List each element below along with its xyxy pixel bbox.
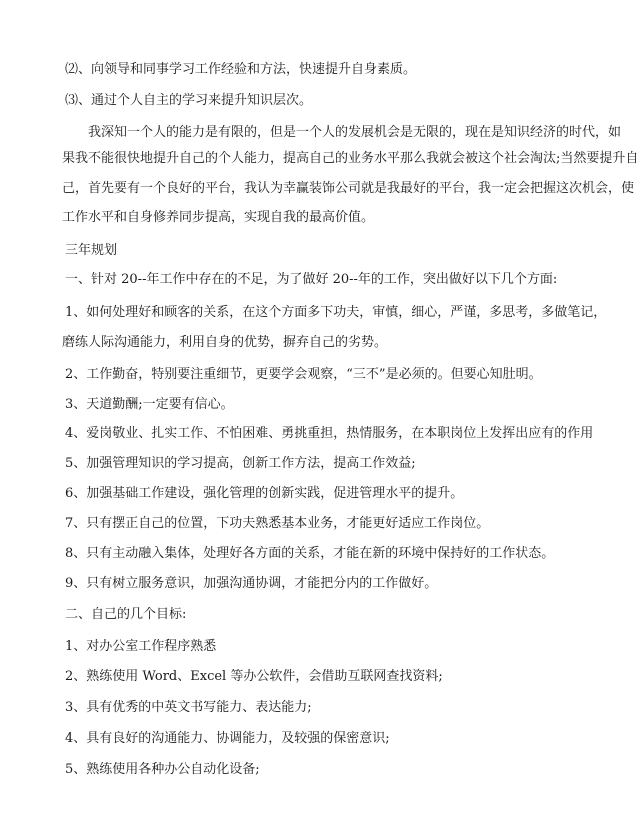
paragraph-line: 果我不能很快地提升自己的个人能力，提高自己的业务水平那么我就会被这个社会淘汰;当然要提升自 <box>62 151 638 166</box>
list-item: 9、只有树立服务意识，加强沟通协调，才能把分内的工作做好。 <box>65 576 438 591</box>
list-item-continuation: 磨练人际沟通能力，利用自身的优势，摒弃自己的劣势。 <box>62 335 388 350</box>
list-item: 5、熟练使用各种办公自动化设备; <box>65 762 260 777</box>
list-item: 8、只有主动融入集体，处理好各方面的关系，才能在新的环境中保持好的工作状态。 <box>65 546 555 561</box>
paragraph-line: 己，首先要有一个良好的平台，我认为幸赢装饰公司就是我最好的平台，我一定会把握这次机会，使 <box>62 181 635 196</box>
section-title: 二、自己的几个目标: <box>65 607 187 622</box>
list-item: 6、加强基础工作建设，强化管理的创新实践，促进管理水平的提升。 <box>65 486 464 501</box>
list-item: ⑶、通过个人自主的学习来提升知识层次。 <box>65 93 313 108</box>
list-item: 4、爱岗敬业、扎实工作、不怕困难、勇挑重担，热情服务，在本职岗位上发挥出应有的作用 <box>65 426 594 441</box>
list-item: 7、只有摆正自己的位置，下功夫熟悉基本业务，才能更好适应工作岗位。 <box>65 516 490 531</box>
list-item: 1、对办公室工作程序熟悉 <box>65 639 217 654</box>
list-item: 3、具有优秀的中英文书写能力、表达能力; <box>65 700 312 715</box>
list-item: ⑵、向领导和同事学习工作经验和方法，快速提升自身素质。 <box>65 62 417 77</box>
list-item: 2、熟练使用 Word、Excel 等办公软件，会借助互联网查找资料; <box>65 669 443 684</box>
section-title: 一、针对 20--年工作中存在的不足，为了做好 20--年的工作，突出做好以下几个方面: <box>65 272 558 287</box>
list-item: 2、工作勤奋，特别要注重细节，更要学会观察，“三不”是必须的。但要心知肚明。 <box>65 367 542 382</box>
list-item: 1、如何处理好和顾客的关系，在这个方面多下功夫，审慎，细心，严谨，多思考，多做笔记， <box>65 305 607 320</box>
list-item: 3、天道勤酬;一定要有信心。 <box>65 397 234 412</box>
list-item: 4、具有良好的沟通能力、协调能力，及较强的保密意识; <box>65 731 390 746</box>
paragraph-line: 我深知一个人的能力是有限的，但是一个人的发展机会是无限的，现在是知识经济的时代，如 <box>88 125 622 140</box>
section-heading: 三年规划 <box>65 243 118 258</box>
paragraph-line: 工作水平和自身修养同步提高，实现自我的最高价值。 <box>62 210 375 225</box>
list-item: 5、加强管理知识的学习提高，创新工作方法，提高工作效益; <box>65 456 416 471</box>
